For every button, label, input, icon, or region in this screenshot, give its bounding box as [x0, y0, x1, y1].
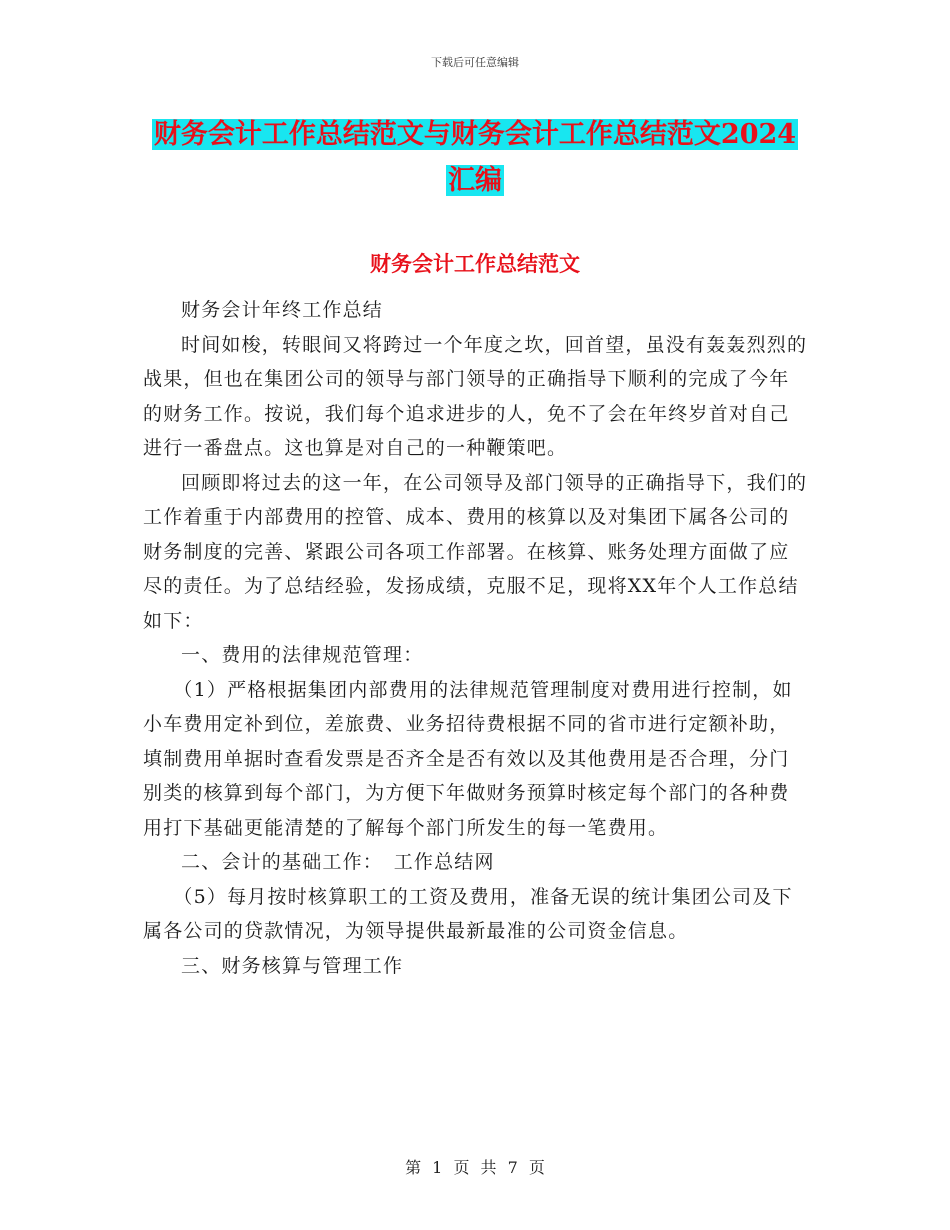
- title-line-1: 财务会计工作总结范文与财务会计工作总结范文2024: [153, 119, 797, 150]
- paragraph: 财务会计年终工作总结: [181, 299, 384, 321]
- header-note: 下载后可任意编辑: [431, 56, 519, 69]
- paragraph: 回顾即将过去的这一年，在公司领导及部门领导的正确指导下，我们的工作着重于内部费用的控管、成本、费用的核算以及对集团下属各公司的财务制度的完善、紧跟公司各项工作部署。在核算、账务处理方面做了应尽的责任。为了总结经验，发扬成绩，克服不足，现将XX年个人工作总结如下：: [143, 471, 808, 632]
- paragraph: 时间如梭，转眼间又将跨过一个年度之坎，回首望，虽没有轰轰烈烈的战果，但也在集团公司的领导与部门领导的正确指导下顺利的完成了今年的财务工作。按说，我们每个追求进步的人，免不了会在年终岁首对自己进行一番盘点。这也算是对自己的一种鞭策吧。: [143, 333, 808, 459]
- paragraph: 三、财务核算与管理工作: [181, 954, 404, 977]
- paragraph: 一、费用的法律规范管理：: [181, 644, 424, 666]
- document-body: [143, 293, 808, 983]
- section-title: 财务会计工作总结范文: [370, 251, 580, 276]
- paragraph: （5）每月按时核算职工的工资及费用，准备无误的统计集团公司及下属各公司的贷款情况，为领导提供最新最准的公司资金信息。: [143, 885, 793, 942]
- paragraph: 二、会计的基础工作： 工作总结网: [181, 851, 495, 873]
- document-title: [0, 112, 950, 204]
- paragraph: （1）严格根据集团内部费用的法律规范管理制度对费用进行控制，如小车费用定补到位，差旅费、业务招待费根据不同的省市进行定额补助，填制费用单据时查看发票是否齐全是否有效以及其他费用是否合理，分门别类的核算到每个部门，为方便下年做财务预算时核定每个部门的各种费用打下基础更能清楚的了解每个部门所发生的每一笔费用。: [143, 678, 793, 839]
- page-footer: 第 1 页 共 7 页: [405, 1158, 545, 1177]
- title-line-2: 汇编: [448, 165, 502, 196]
